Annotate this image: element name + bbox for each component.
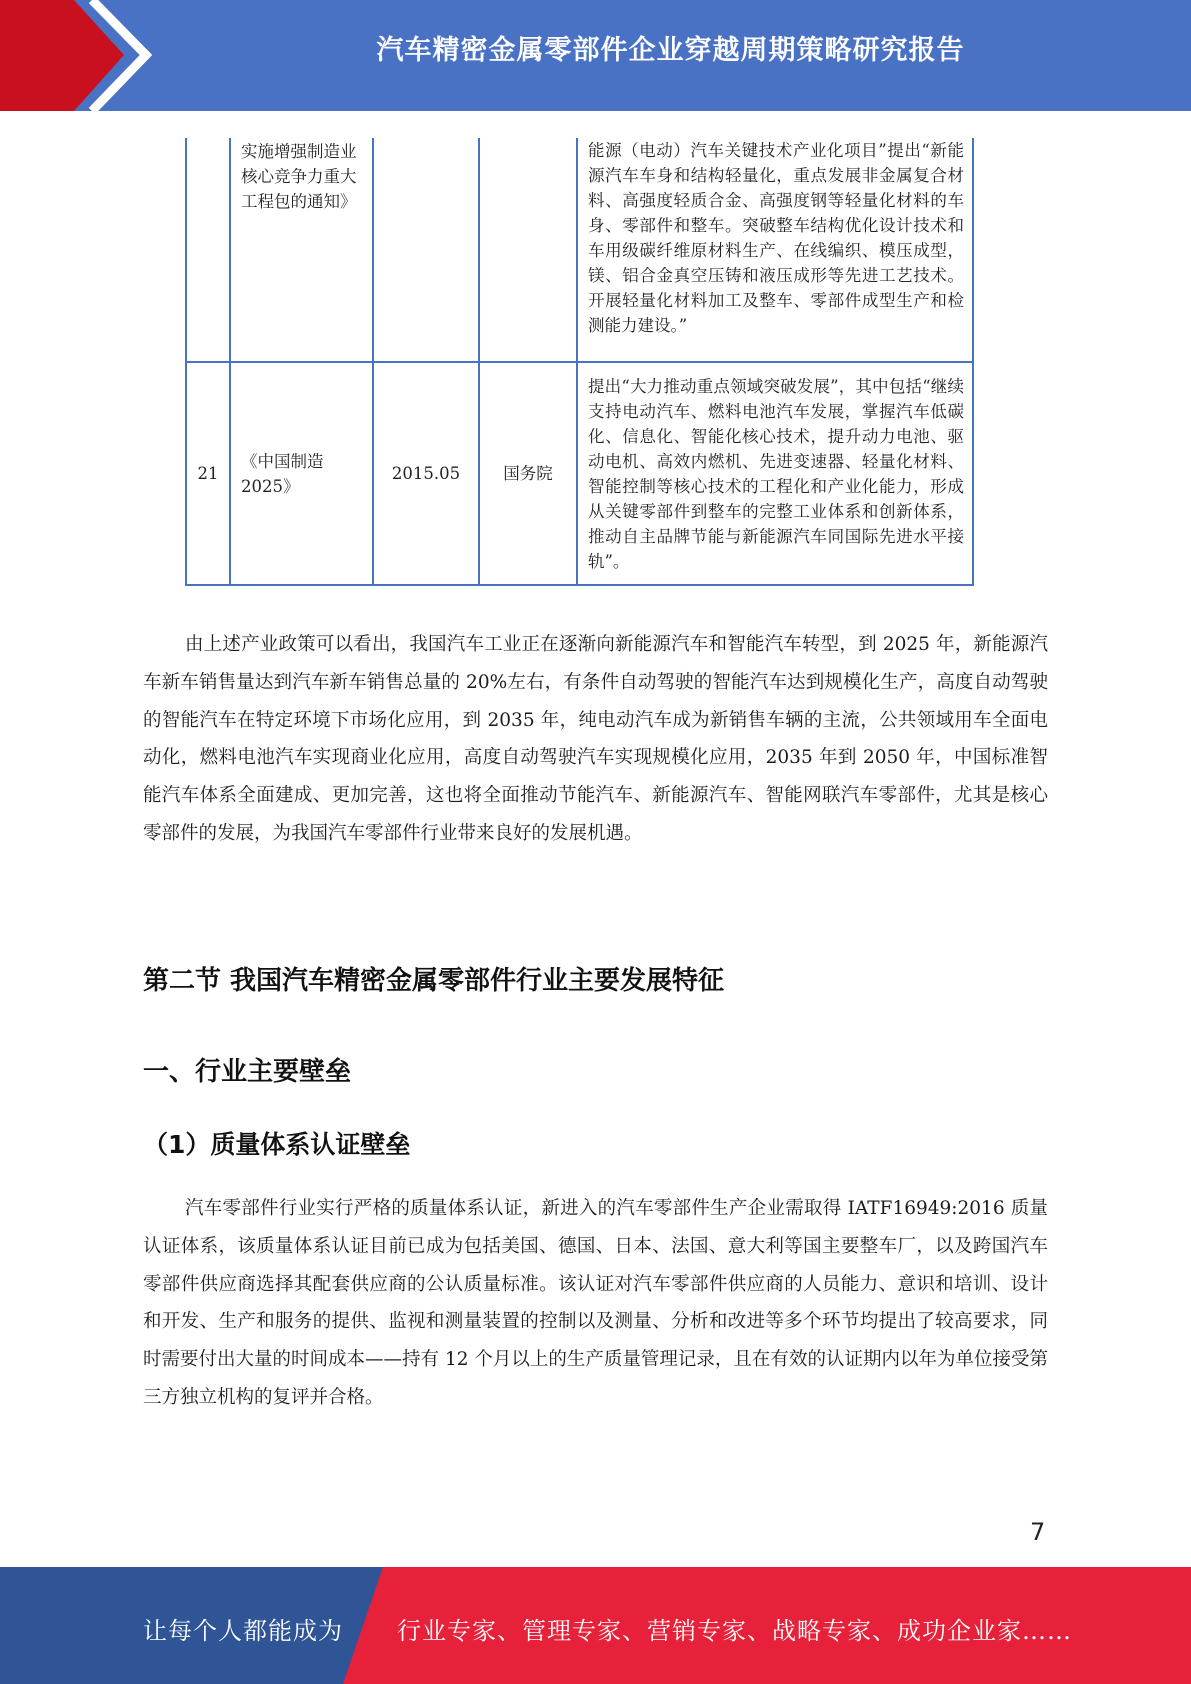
- item-heading: （1）质量体系认证壁垒: [143, 1130, 411, 1159]
- red-chevron-decoration: [0, 0, 160, 111]
- policy-department: 国务院: [479, 362, 577, 585]
- policy-content: 提出“大力推动重点领域突破发展”，其中包括“继续支持电动汽车、燃料电池汽车发展，掌握汽车低碳化、信息化、智能化核心技术，提升动力电池、驱动电机、高效内燃机、先进变速器、轻量化材料、智能控制等核心技术的工程化和产业化能力，形成从关键零部件到整车的完整工业体系和创新体系，推动自主品牌节能与新能源汽车同国际先进水平接轨”。: [577, 362, 973, 585]
- row-number: [186, 138, 230, 362]
- policy-department: [479, 138, 577, 362]
- footer-slogan-right: 行业专家、管理专家、营销专家、战略专家、成功企业家……: [397, 1617, 1072, 1645]
- policy-name: 《中国制造2025》: [230, 362, 373, 585]
- policy-date: [373, 138, 479, 362]
- page-number: 7: [1030, 1518, 1046, 1546]
- body-paragraph-policy-summary: 由上述产业政策可以看出，我国汽车工业正在逐渐向新能源汽车和智能汽车转型，到 2025 年，新能源汽车新车销售量达到汽车新车销售总量的 20%左右，有条件自动驾驶的智能汽车达到规模化生产，高度自动驾驶的智能汽车在特定环境下市场化应用，到 2035 年，纯电动汽车成为新销售车辆的主流，公共领域用车全面电动化，燃料电池汽车实现商业化应用，高度自动驾驶汽车实现规模化应用，2035 年到 2050 年，中国标准智能汽车体系全面建成、更加完善，这也将全面推动节能汽车、新能源汽车、智能网联汽车零部件，尤其是核心零部件的发展，为我国汽车零部件行业带来良好的发展机遇。: [143, 634, 1048, 844]
- table-row: [186, 138, 973, 362]
- report-title: 汽车精密金属零部件企业穿越周期策略研究报告: [376, 35, 965, 66]
- policy-content: 能源（电动）汽车关键技术产业化项目”提出“新能源汽车车身和结构轻量化，重点发展非金属复合材料、高强度轻质合金、高强度钢等轻量化材料的车身、零部件和整车。突破整车结构优化设计技术和车用级碳纤维原材料生产、在线编织、模压成型，镁、铝合金真空压铸和液压成形等先进工艺技术。开展轻量化材料加工及整车、零部件成型生产和检测能力建设。”: [577, 138, 973, 362]
- page-footer: [0, 1567, 1191, 1684]
- sub-heading: 一、行业主要壁垒: [143, 1057, 352, 1087]
- policy-table: [185, 138, 974, 586]
- page-header: [0, 0, 1191, 111]
- policy-name: 实施增强制造业核心竞争力重大工程包的通知》: [230, 138, 373, 362]
- body-paragraph-quality-certification: 汽车零部件行业实行严格的质量体系认证，新进入的汽车零部件生产企业需取得 IATF16949:2016 质量认证体系，该质量体系认证目前已成为包括美国、德国、日本、法国、意大利等国主要整车厂，以及跨国汽车零部件供应商选择其配套供应商的公认质量标准。该认证对汽车零部件供应商的人员能力、意识和培训、设计和开发、生产和服务的提供、监视和测量装置的控制以及测量、分析和改进等多个环节均提出了较高要求，同时需要付出大量的时间成本——持有 12 个月以上的生产质量管理记录，且在有效的认证期内以年为单位接受第三方独立机构的复评并合格。: [143, 1198, 1048, 1408]
- footer-slogan-left: 让每个人都能成为: [143, 1617, 343, 1645]
- policy-date: 2015.05: [373, 362, 479, 585]
- table-row: [186, 362, 973, 585]
- section-heading: 第二节 我国汽车精密金属零部件行业主要发展特征: [143, 966, 725, 996]
- row-number: 21: [186, 362, 230, 585]
